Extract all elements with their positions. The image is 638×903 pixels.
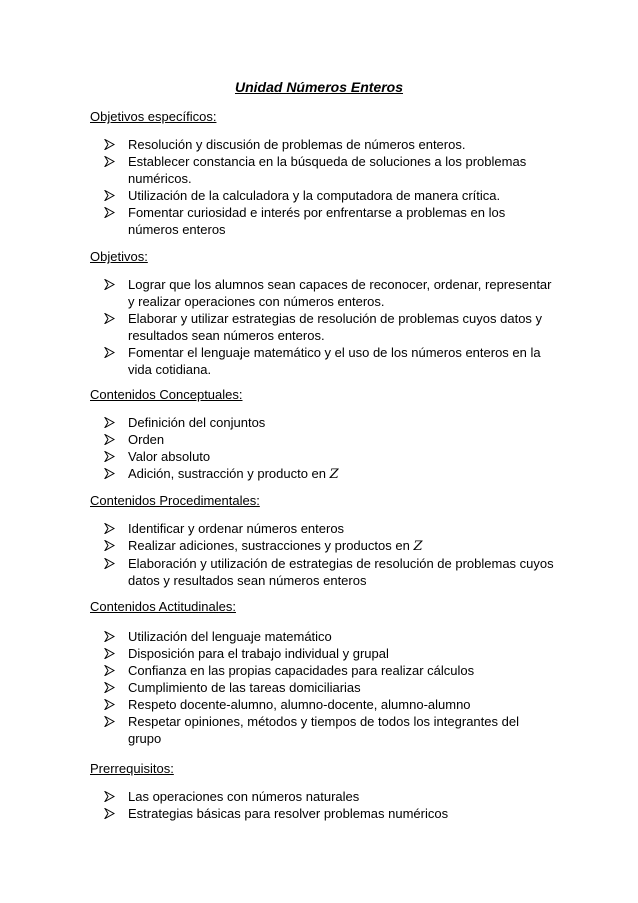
section-heading-prerrequisitos: Prerrequisitos: — [90, 761, 174, 776]
list-item — [104, 276, 554, 310]
list-item — [104, 537, 554, 555]
list-contenidos-procedimentales — [104, 520, 554, 589]
arrowhead-bullet-icon — [104, 156, 115, 167]
list-item-text: Utilización de la calculadora y la computadora de manera crítica. — [128, 188, 501, 203]
list-item — [104, 662, 554, 679]
list-item-text: Cumplimiento de las tareas domiciliarias — [128, 680, 361, 695]
integer-set-symbol: Z — [329, 467, 339, 482]
arrowhead-bullet-icon — [104, 808, 115, 819]
list-item — [104, 414, 554, 431]
arrowhead-bullet-icon — [104, 468, 115, 479]
integer-set-symbol: Z — [413, 539, 423, 554]
section-heading-objetivos-especificos: Objetivos específicos: — [90, 109, 217, 124]
section-heading-contenidos-actitudinales: Contenidos Actitudinales: — [90, 599, 236, 614]
arrowhead-bullet-icon — [104, 699, 115, 710]
arrowhead-bullet-icon — [104, 279, 115, 290]
list-item-text: Respeto docente-alumno, alumno-docente, alumno-alumno — [128, 697, 471, 712]
arrowhead-bullet-icon — [104, 540, 115, 551]
arrowhead-bullet-icon — [104, 791, 115, 802]
list-item-text: Utilización del lenguaje matemático — [128, 629, 332, 644]
section-heading-objetivos: Objetivos: — [90, 249, 148, 264]
document-title: Unidad Números Enteros — [234, 79, 404, 95]
list-item-text: Elaboración y utilización de estrategias de resolución de problemas cuyos datos y resultados sean números enteros — [128, 556, 554, 588]
arrowhead-bullet-icon — [104, 631, 115, 642]
list-item-text: Definición del conjuntos — [128, 415, 266, 430]
arrowhead-bullet-icon — [104, 682, 115, 693]
list-item — [104, 204, 554, 238]
list-item-text: Orden — [128, 432, 165, 447]
arrowhead-bullet-icon — [104, 190, 115, 201]
list-item — [104, 431, 554, 448]
list-item-text: Lograr que los alumnos sean capaces de reconocer, ordenar, representar y realizar operaciones con números enteros. — [128, 277, 552, 309]
list-item — [104, 805, 554, 822]
list-item — [104, 555, 554, 589]
list-item — [104, 679, 554, 696]
arrowhead-bullet-icon — [104, 648, 115, 659]
list-item-text: Confianza en las propias capacidades para realizar cálculos — [128, 663, 475, 678]
list-item — [104, 645, 554, 662]
arrowhead-bullet-icon — [104, 665, 115, 676]
arrowhead-bullet-icon — [104, 139, 115, 150]
list-item — [104, 520, 554, 537]
list-item-text: Fomentar curiosidad e interés por enfrentarse a problemas en los números enteros — [128, 205, 506, 237]
list-item-text: Respetar opiniones, métodos y tiempos de todos los integrantes del grupo — [128, 714, 519, 746]
list-objetivos-especificos — [104, 136, 554, 238]
list-item-text: Identificar y ordenar números enteros — [128, 521, 345, 536]
list-item-text: Estrategias básicas para resolver problemas numéricos — [128, 806, 449, 821]
list-item — [104, 788, 554, 805]
list-prerrequisitos — [104, 788, 554, 822]
list-item-text: Establecer constancia en la búsqueda de soluciones a los problemas numéricos. — [128, 154, 527, 186]
list-item-text: Realizar adiciones, sustracciones y productos en — [128, 538, 410, 553]
list-item — [104, 713, 554, 747]
list-item — [104, 187, 554, 204]
list-item — [104, 465, 554, 483]
list-contenidos-actitudinales — [104, 628, 554, 747]
list-item-text: Resolución y discusión de problemas de números enteros. — [128, 137, 466, 152]
list-item-text: Fomentar el lenguaje matemático y el uso de los números enteros en la vida cotidiana. — [128, 345, 541, 377]
list-item-text: Las operaciones con números naturales — [128, 789, 360, 804]
arrowhead-bullet-icon — [104, 347, 115, 358]
list-item — [104, 448, 554, 465]
list-item — [104, 696, 554, 713]
arrowhead-bullet-icon — [104, 417, 115, 428]
arrowhead-bullet-icon — [104, 523, 115, 534]
arrowhead-bullet-icon — [104, 716, 115, 727]
section-heading-contenidos-conceptuales: Contenidos Conceptuales: — [90, 387, 243, 402]
list-item-text: Elaborar y utilizar estrategias de resolución de problemas cuyos datos y resultados sean números enteros. — [128, 311, 543, 343]
arrowhead-bullet-icon — [104, 207, 115, 218]
list-item — [104, 153, 554, 187]
arrowhead-bullet-icon — [104, 558, 115, 569]
section-heading-contenidos-procedimentales: Contenidos Procedimentales: — [90, 493, 260, 508]
list-objetivos — [104, 276, 554, 378]
list-item — [104, 310, 554, 344]
arrowhead-bullet-icon — [104, 451, 115, 462]
arrowhead-bullet-icon — [104, 434, 115, 445]
list-item-text: Disposición para el trabajo individual y grupal — [128, 646, 389, 661]
list-item — [104, 344, 554, 378]
list-item-text: Adición, sustracción y producto en — [128, 466, 326, 481]
list-contenidos-conceptuales — [104, 414, 554, 483]
list-item — [104, 136, 554, 153]
list-item-text: Valor absoluto — [128, 449, 211, 464]
arrowhead-bullet-icon — [104, 313, 115, 324]
list-item — [104, 628, 554, 645]
